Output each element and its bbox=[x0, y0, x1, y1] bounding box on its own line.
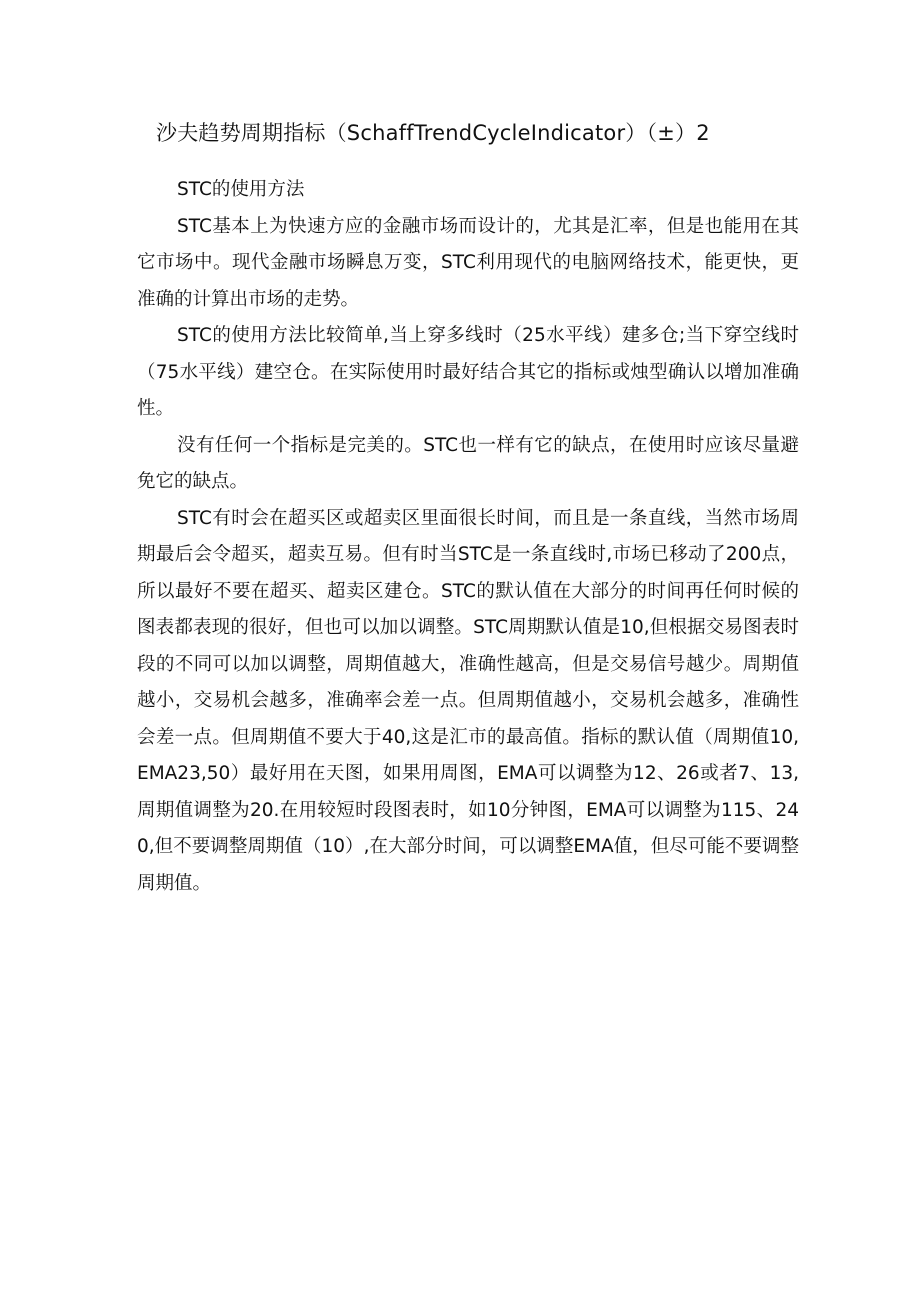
paragraph-stc-entry-rules: STC的使用方法比较简单,当上穿多线时（25水平线）建多仓;当下穿空线时（75水平线）建空仓。在实际使用时最好结合其它的指标或烛型确认以增加准确性。 bbox=[137, 325, 799, 419]
paragraph-stc-parameters: STC有时会在超买区或超卖区里面很长时间，而且是一条直线，当然市场周期最后会令超买，超卖互易。但有时当STC是一条直线时,市场已移动了200点，所以最好不要在超买、超卖区建仓。STC的默认值在大部分的时间再任何时候的图表都表现的很好，但也可以加以调整。STC周期默认值是10,但根据交易图表时段的不同可以加以调整，周期值越大，准确性越高，但是交易信号越少。周期值越小，交易机会越多，准确率会差一点。但周期值越小，交易机会越多，准确性会差一点。但周期值不要大于40,这是汇市的最高值。指标的默认值（周期值10,EMA23,50）最好用在天图，如果用周图，EMA可以调整为12、26或者7、13,周期值调整为20.在用较短时段图表时，如10分钟图，EMA可以调整为115、240,但不要调整周期值（10）,在大部分时间，可以调整EMA值，但尽可能不要调整周期值。 bbox=[137, 507, 799, 894]
paragraph-stc-usage-heading: STC的使用方法 bbox=[177, 179, 305, 200]
paragraph-stc-limitations: 没有任何一个指标是完美的。STC也一样有它的缺点，在使用时应该尽量避免它的缺点。 bbox=[137, 434, 799, 492]
document-body bbox=[137, 172, 799, 902]
paragraph-stc-purpose: STC基本上为快速方应的金融市场而设计的，尤其是汇率，但是也能用在其它市场中。现代金融市场瞬息万变，STC利用现代的电脑网络技术，能更快，更准确的计算出市场的走势。 bbox=[137, 215, 799, 310]
document-title: 沙夫趋势周期指标（SchaffTrendCycleIndicator）（±）2 bbox=[156, 121, 710, 145]
